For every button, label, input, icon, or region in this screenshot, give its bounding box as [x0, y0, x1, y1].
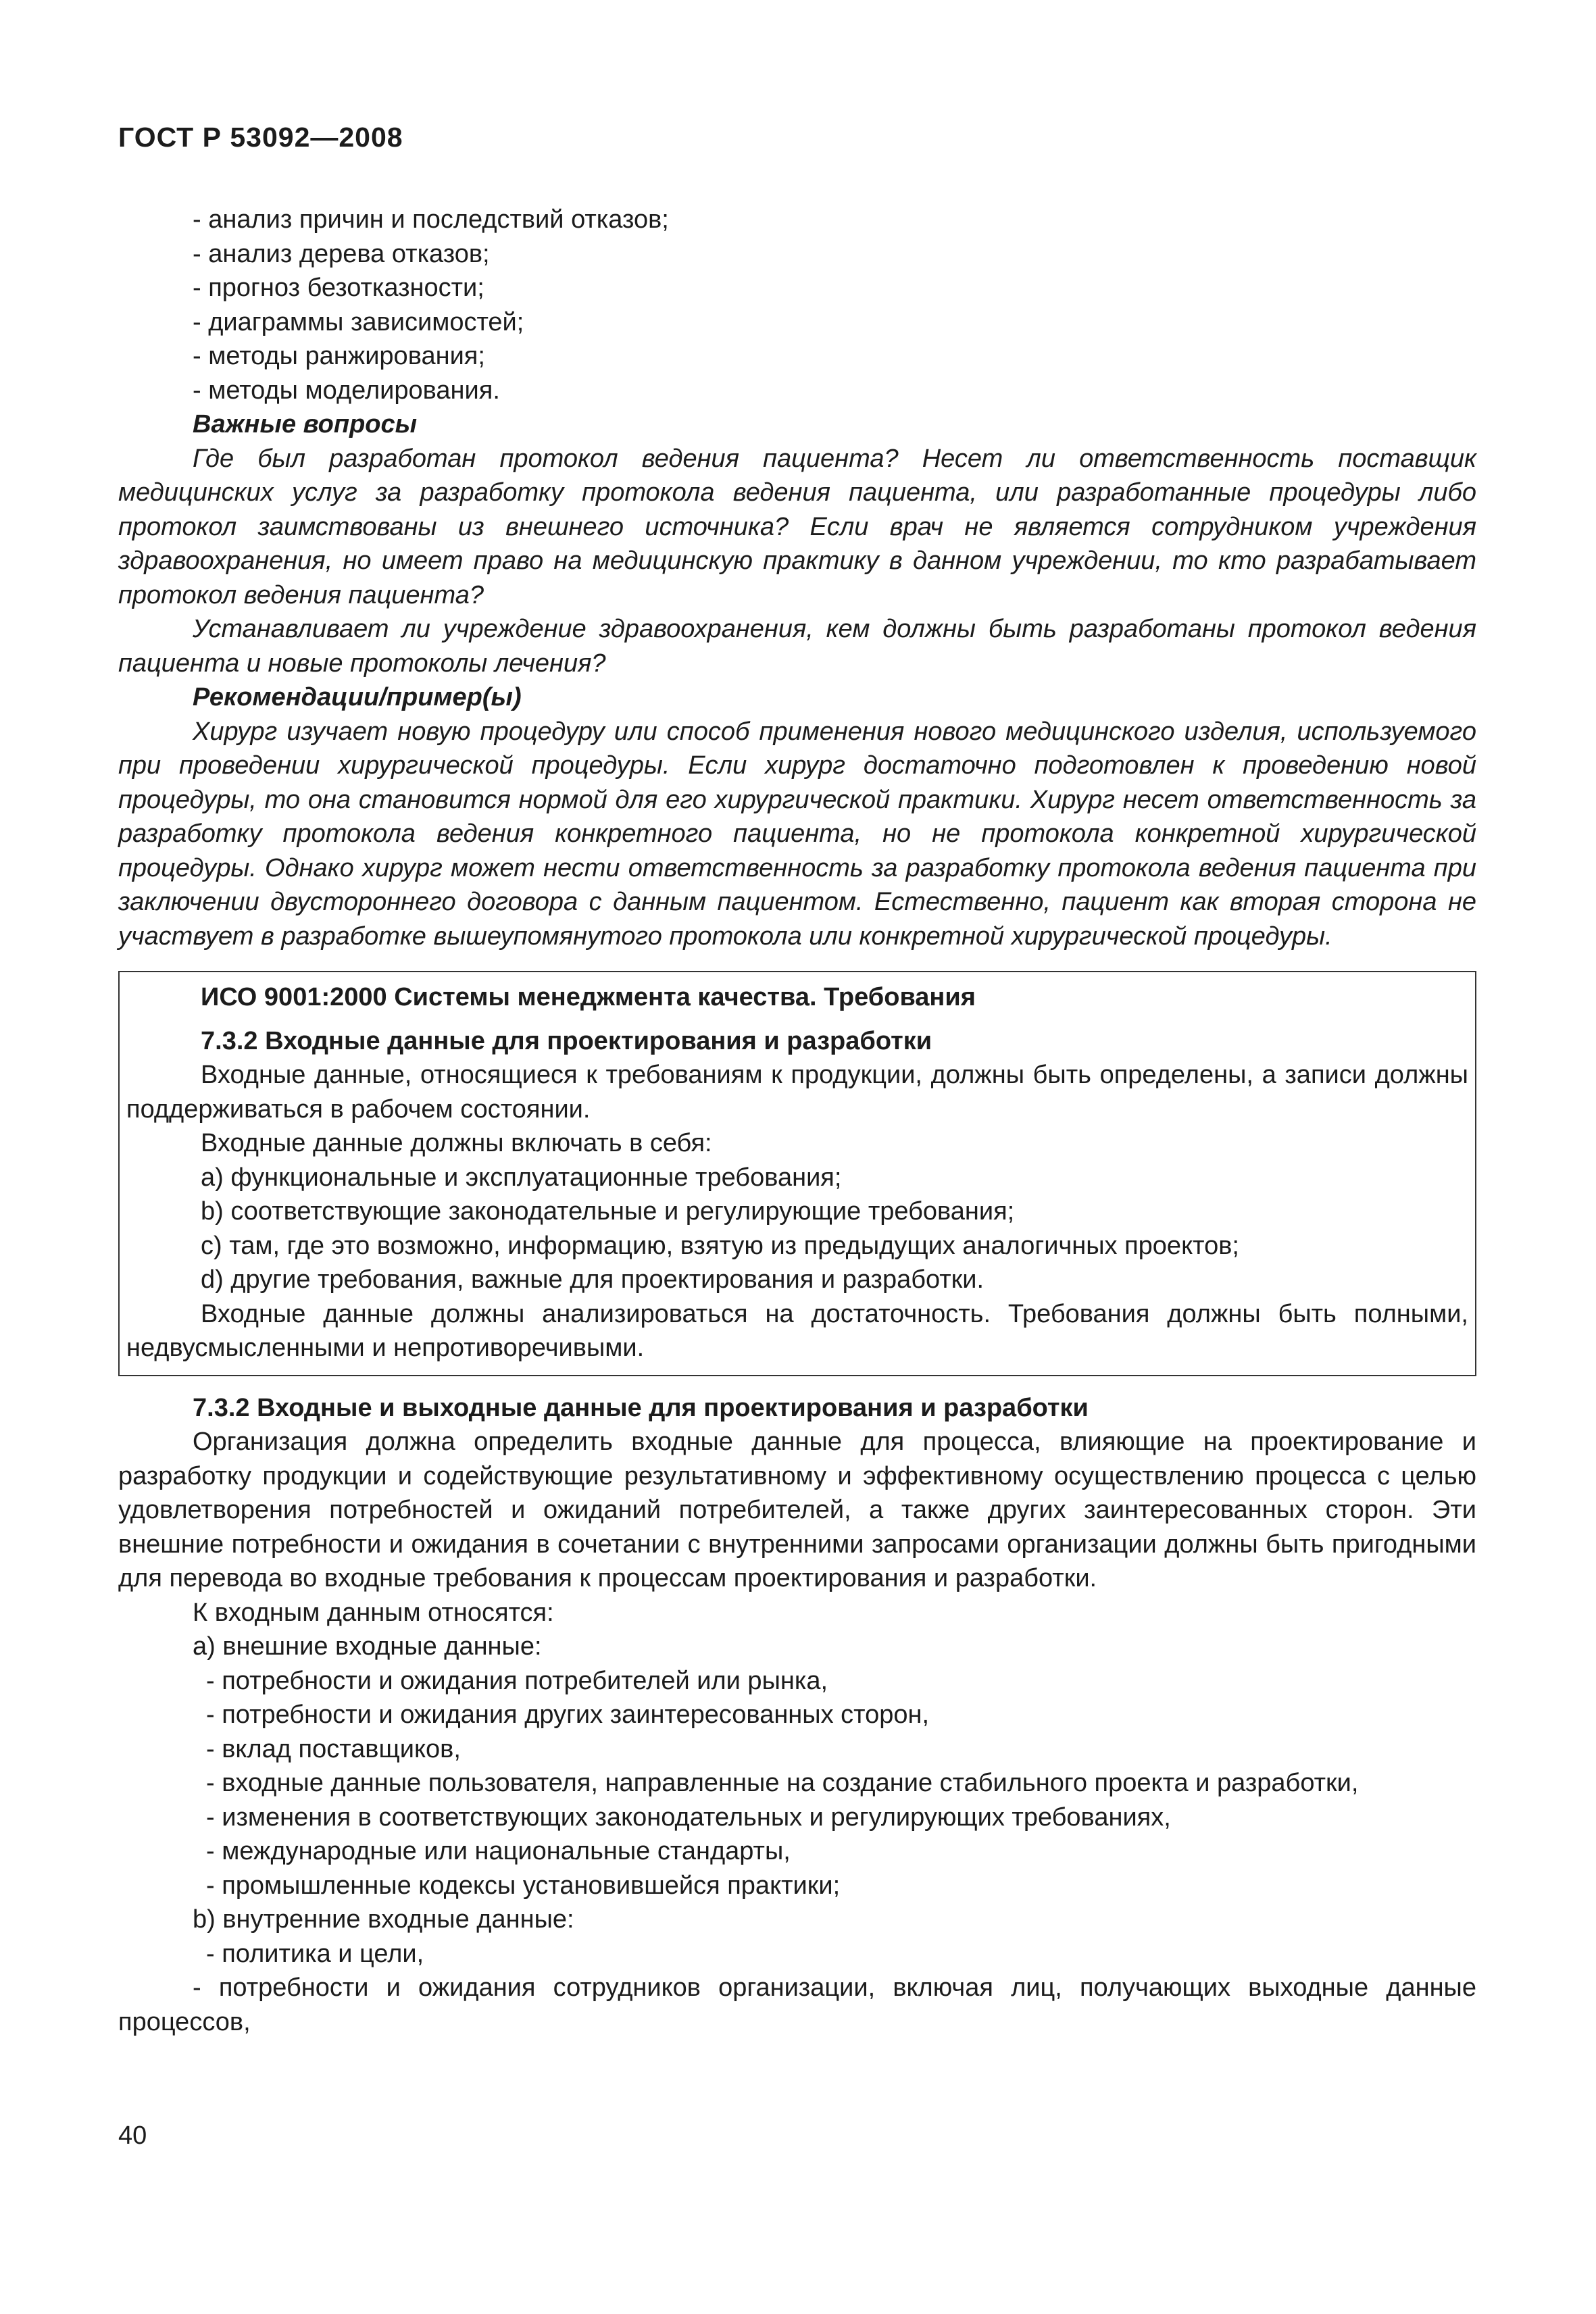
page-content: [118, 203, 1476, 2039]
list-item: - вклад поставщиков,: [206, 1734, 461, 1763]
list-item: - промышленные кодексы установившейся практики;: [206, 1871, 841, 1900]
list-item: - международные или национальные стандарты,: [206, 1837, 791, 1865]
page-number: 40: [118, 2121, 147, 2150]
iso-box-paragraph: Входные данные должны анализироваться на достаточность. Требования должны быть полными, недвусмысленными и непротиворечивыми.: [126, 1299, 1468, 1362]
list-item: - методы моделирования.: [193, 376, 500, 405]
list-item: - изменения в соответствующих законодательных и регулирующих требованиях,: [206, 1803, 1171, 1832]
list-item: - политика и цели,: [206, 1939, 424, 1968]
recommendations-heading: Рекомендации/пример(ы): [193, 683, 522, 711]
list-item: - диаграммы зависимостей;: [193, 307, 524, 336]
iso-box-item: a) функциональные и эксплуатационные требования;: [201, 1163, 842, 1192]
iso-box-item: b) соответствующие законодательные и регулирующие требования;: [201, 1197, 1015, 1226]
list-item: - анализ дерева отказов;: [193, 239, 490, 268]
important-questions-paragraph: Где был разработан протокол ведения пациента? Несет ли ответственность поставщик медицинских услуг за разработку протокола ведения пациента, или разработанные процедуры либо протокол заимствованы из внешнего источника? Если врач не является сотрудником учреждения здравоохранения, но имеет право на медицинскую практику в данном учреждении, то кто разрабатывает протокол ведения пациента?: [118, 444, 1476, 609]
important-questions-paragraph: Устанавливает ли учреждение здравоохранения, кем должны быть разработаны протокол ведения пациента и новые протоколы лечения?: [118, 615, 1476, 678]
list-item-wrapped: - потребности и ожидания сотрудников организации, включая лиц, получающих выходные данные процессов,: [118, 1973, 1476, 2036]
iso-quote-box: [118, 971, 1476, 1376]
list-item: - потребности и ожидания других заинтересованных сторон,: [206, 1701, 930, 1729]
list-item: - входные данные пользователя, направленные на создание стабильного проекта и разработки,: [206, 1769, 1359, 1797]
iso-box-title: ИСО 9001:2000 Системы менеджмента качества. Требования: [201, 983, 976, 1011]
standard-code-header: ГОСТ Р 53092—2008: [118, 122, 403, 153]
list-item: - прогноз безотказности;: [193, 274, 484, 302]
internal-inputs-label: b) внутренние входные данные:: [193, 1905, 574, 1934]
list-item: - анализ причин и последствий отказов;: [193, 205, 669, 234]
section-paragraph: К входным данным относятся:: [193, 1598, 554, 1627]
iso-box-item: c) там, где это возможно, информацию, взятую из предыдущих аналогичных проектов;: [201, 1231, 1239, 1260]
section-heading: 7.3.2 Входные и выходные данные для проектирования и разработки: [193, 1393, 1089, 1422]
iso-box-paragraph: Входные данные должны включать в себя:: [201, 1129, 712, 1157]
external-inputs-label: a) внешние входные данные:: [193, 1632, 542, 1661]
iso-box-section-heading: 7.3.2 Входные данные для проектирования и разработки: [201, 1026, 932, 1055]
recommendations-paragraph: Хирург изучает новую процедуру или способ применения нового медицинского изделия, используемого при проведении хирургической процедуры. Если хирург достаточно подготовлен к проведению новой процедуры, то она становится нормой для его хирургической практики. Хирург несет ответственность за разработку протокола ведения конкретного пациента, но не протокола конкретной хирургической процедуры. Однако хирург может нести ответственность за разработку протокола ведения пациента при заключении двустороннего договора с данным пациентом. Естественно, пациент как вторая сторона не участвует в разработке вышеупомянутого протокола или конкретной хирургической процедуры.: [118, 717, 1476, 951]
iso-box-paragraph: Входные данные, относящиеся к требованиям к продукции, должны быть определены, а записи должны поддерживаться в рабочем состоянии.: [126, 1061, 1468, 1124]
important-questions-heading: Важные вопросы: [193, 410, 418, 438]
methods-list: [118, 203, 1476, 407]
section-paragraph: Организация должна определить входные данные для процесса, влияющие на проектирование и разработку продукции и содействующие результативному и эффективному осуществлению процесса с целью удовлетворения потребностей и ожиданий потребителей, а также других заинтересованных сторон. Эти внешние потребности и ожидания в сочетании с внутренними запросами организации должны быть пригодными для перевода во входные требования к процессам проектирования и разработки.: [118, 1428, 1476, 1592]
list-item: - методы ранжирования;: [193, 342, 485, 370]
iso-box-item: d) другие требования, важные для проектирования и разработки.: [201, 1265, 984, 1294]
list-item: - потребности и ожидания потребителей или рынка,: [206, 1666, 828, 1695]
